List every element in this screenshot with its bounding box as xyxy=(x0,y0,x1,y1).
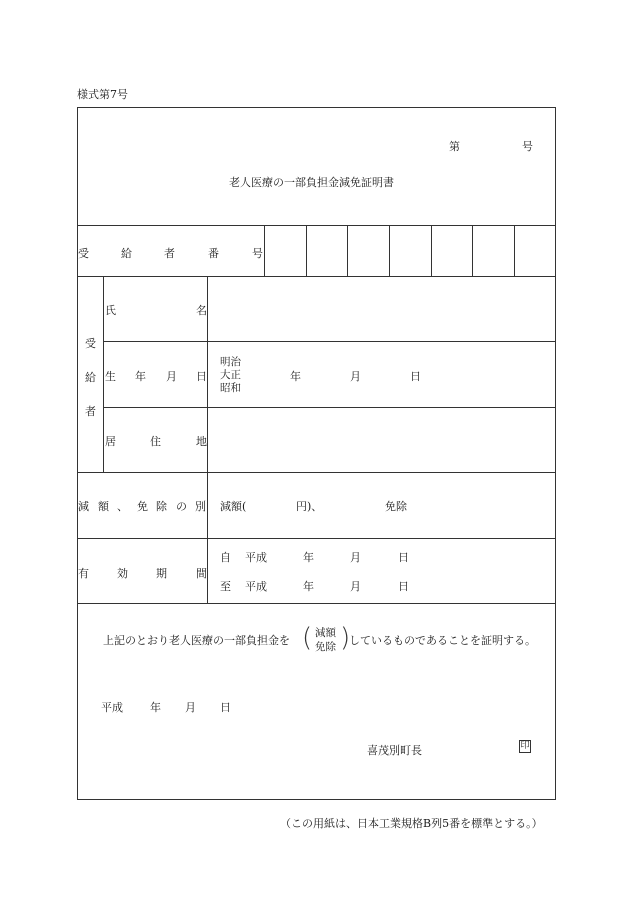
reduced-amount-close: 円)、 xyxy=(296,500,323,513)
validity-label-char: 期 xyxy=(156,567,167,580)
validity-label-char: 有 xyxy=(78,567,89,580)
recipient-side-label-char: 給 xyxy=(85,371,96,384)
reduction-label-char: 、 xyxy=(117,500,128,513)
validity-from-month: 月 xyxy=(350,551,361,564)
row-divider xyxy=(103,341,556,342)
row-divider xyxy=(103,407,556,408)
validity-to-prefix: 至 xyxy=(220,580,231,593)
reduction-label-char: 減 xyxy=(78,500,89,513)
recipient-number-label-char: 給 xyxy=(121,247,132,260)
reduction-label-char: の xyxy=(176,500,187,513)
recipient-side-divider xyxy=(103,276,104,473)
reduced-amount-open: 減額( xyxy=(220,500,247,513)
document-title: 老人医療の一部負担金減免証明書 xyxy=(229,176,394,189)
address-label-char: 地 xyxy=(196,435,207,448)
name-label-char: 名 xyxy=(196,304,207,317)
validity-label-char: 効 xyxy=(117,567,128,580)
form-number: 様式第7号 xyxy=(77,88,128,101)
reduction-label-char: 免 xyxy=(137,500,148,513)
right-brace: ) xyxy=(340,623,351,653)
certificate-form xyxy=(77,107,556,800)
number-box-divider xyxy=(306,225,307,277)
recipient-side-label-char: 受 xyxy=(85,337,96,350)
validity-from-year: 年 xyxy=(303,551,314,564)
birthdate-day-label: 日 xyxy=(410,370,421,383)
left-brace: ( xyxy=(302,623,313,653)
row-divider xyxy=(77,603,556,604)
number-box-divider xyxy=(347,225,348,277)
number-box-divider xyxy=(389,225,390,277)
validity-to-month: 月 xyxy=(350,580,361,593)
recipient-side-label-char: 者 xyxy=(85,405,96,418)
certification-option-reduced: 減額 xyxy=(315,627,336,639)
validity-to-year: 年 xyxy=(303,580,314,593)
number-box-divider xyxy=(514,225,515,277)
certification-date-era: 平成 xyxy=(101,701,123,714)
birthdate-label-char: 生 xyxy=(105,370,116,383)
validity-label-char: 間 xyxy=(196,567,207,580)
row-divider xyxy=(77,225,556,226)
number-box-divider xyxy=(472,225,473,277)
birthdate-label-char: 日 xyxy=(196,370,207,383)
exempt-option: 免除 xyxy=(385,500,407,513)
certification-date-day: 日 xyxy=(220,701,231,714)
address-label-char: 居 xyxy=(105,435,116,448)
recipient-number-label-char: 受 xyxy=(78,247,89,260)
birthdate-label-char: 月 xyxy=(166,370,177,383)
validity-to-era: 平成 xyxy=(245,580,267,593)
validity-from-day: 日 xyxy=(398,551,409,564)
recipient-number-label-char: 号 xyxy=(252,247,263,260)
footnote: （この用紙は、日本工業規格B列5番を標準とする。） xyxy=(280,817,543,830)
birthdate-label-char: 年 xyxy=(135,370,146,383)
certification-date-year: 年 xyxy=(150,701,161,714)
address-label-char: 住 xyxy=(150,435,161,448)
number-box-divider xyxy=(431,225,432,277)
birthdate-month-label: 月 xyxy=(350,370,361,383)
issuer-title: 喜茂別町長 xyxy=(367,744,422,757)
birthdate-year-label: 年 xyxy=(290,370,301,383)
certification-text-after: しているものであることを証明する。 xyxy=(349,634,536,647)
row-divider xyxy=(77,472,556,473)
validity-from-prefix: 自 xyxy=(220,551,231,564)
certification-text-before: 上記のとおり老人医療の一部負担金を xyxy=(103,634,290,647)
validity-from-era: 平成 xyxy=(245,551,267,564)
era-taisho: 大正 xyxy=(220,369,241,381)
label-column-divider xyxy=(207,276,208,603)
row-divider xyxy=(77,538,556,539)
era-meiji: 明治 xyxy=(220,356,241,368)
row-divider xyxy=(77,276,556,277)
era-showa: 昭和 xyxy=(220,382,241,394)
serial-go: 号 xyxy=(522,140,533,153)
serial-dai: 第 xyxy=(449,140,460,153)
certification-option-exempt: 免除 xyxy=(315,641,336,653)
validity-to-day: 日 xyxy=(398,580,409,593)
recipient-number-label-char: 番 xyxy=(208,247,219,260)
seal-mark: 印 xyxy=(520,741,530,751)
name-label-char: 氏 xyxy=(105,304,116,317)
reduction-label-char: 除 xyxy=(156,500,167,513)
reduction-label-char: 別 xyxy=(195,500,206,513)
number-box-divider xyxy=(264,225,265,277)
reduction-label-char: 額 xyxy=(98,500,109,513)
recipient-number-label-char: 者 xyxy=(164,247,175,260)
certification-date-month: 月 xyxy=(185,701,196,714)
